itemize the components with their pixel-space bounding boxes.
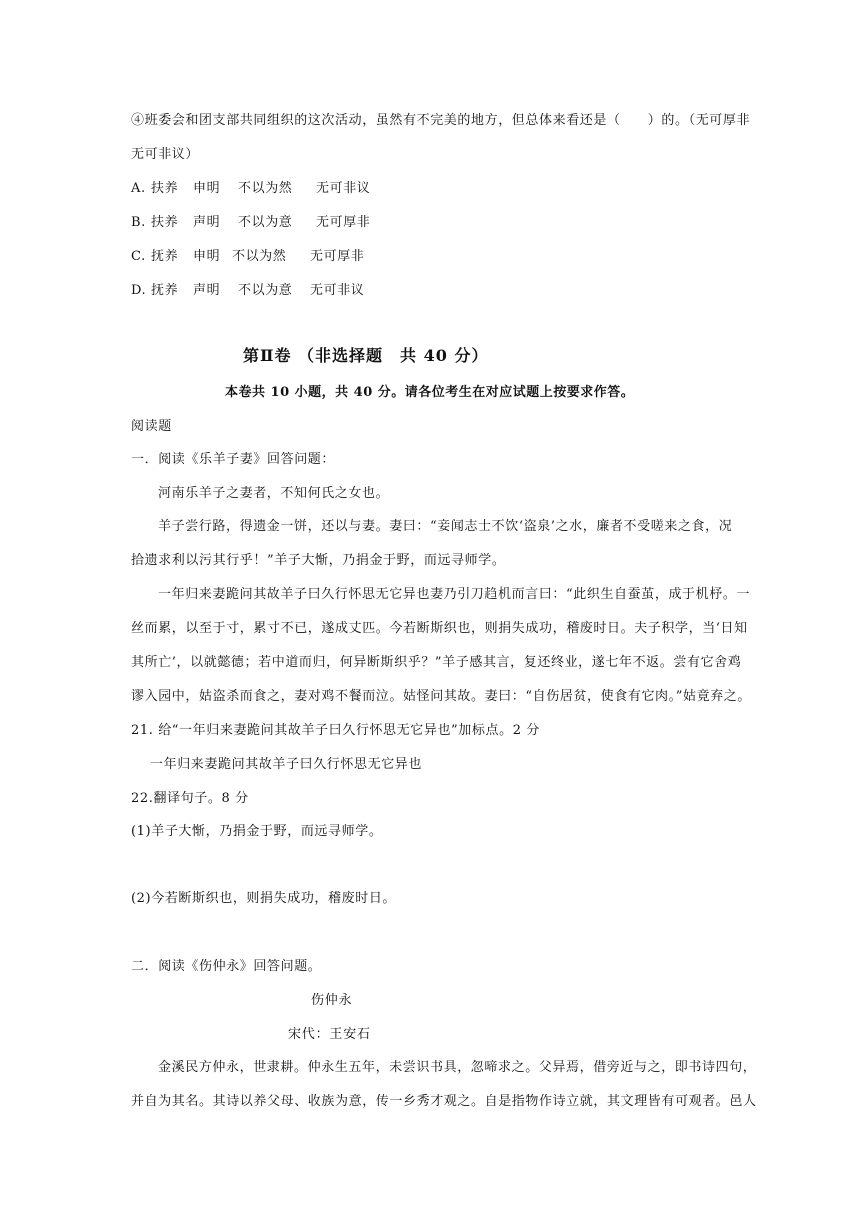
reading-1-paragraph-2-line-1: 羊子尝行路，得遗金一饼，还以与妻。妻曰：“妾闻志士不饮‘盗泉’之水，廉者不受嗟来之食，况 <box>158 519 733 534</box>
reading-2-author: 宋代：王安石 <box>288 1027 371 1042</box>
option-word-2: 声明 <box>193 215 221 230</box>
option-word-1: 扶养 <box>151 215 179 230</box>
section-category: 阅读题 <box>131 419 172 434</box>
option-letter: A. <box>131 181 146 196</box>
question-22-sentence-2: (2)今若断斯织也，则捐失成功，稽废时日。 <box>131 891 397 906</box>
question-22-sentence-1: (1)羊子大惭，乃捐金于野，而远寻师学。 <box>131 824 383 839</box>
question-21-label: 21. 给“一年归来妻跪问其故羊子曰久行怀思无它异也”加标点。2 分 <box>131 723 540 738</box>
option-word-3: 不以为意 <box>238 215 293 230</box>
option-d <box>131 281 741 301</box>
reading-2-paragraph-line-2: 并自为其名。其诗以养父母、收族为意，传一乡秀才观之。自是指物作诗立就，其文理皆有可观者。邑人 <box>131 1094 757 1109</box>
question-22-label: 22.翻译句子。8 分 <box>131 791 249 806</box>
reading-2-heading: 二．阅读《伤仲永》回答问题。 <box>131 959 322 974</box>
option-letter: B. <box>131 215 146 230</box>
option-word-3: 不以为然 <box>232 249 287 264</box>
reading-1-paragraph-3-line-4: 谬入园中，姑盗杀而食之，妻对鸡不餐而泣。姑怪问其故。妻曰：“自伤居贫，使食有它肉。”姑竟弃之。 <box>131 689 751 704</box>
option-word-1: 抚养 <box>151 249 179 264</box>
option-word-4: 无可厚非 <box>316 215 371 230</box>
reading-1-paragraph-2-line-2: 拾遗求利以污其行乎！”羊子大惭，乃捐金于野，而远寻师学。 <box>131 553 506 568</box>
option-letter: C. <box>131 249 146 264</box>
option-word-2: 声明 <box>193 283 221 298</box>
question-4-line-2: 无可非议） <box>131 147 200 162</box>
reading-2-paragraph-line-1: 金溪民方仲永，世隶耕。仲永生五年，未尝识书具，忽啼求之。父异焉，借旁近与之，即书诗四句， <box>158 1060 757 1075</box>
reading-1-paragraph-3-line-3: 其所亡’，以就懿德；若中道而归，何异断斯织乎？”羊子感其言，复还终业，遂七年不返。尝有它舍鸡 <box>131 655 742 670</box>
option-word-2: 申明 <box>193 181 221 196</box>
option-c <box>131 247 741 267</box>
option-word-4: 无可厚非 <box>310 249 365 264</box>
option-word-1: 扶养 <box>151 181 179 196</box>
reading-2-title: 伤仲永 <box>311 993 353 1008</box>
reading-1-heading: 一．阅读《乐羊子妻》回答问题： <box>131 452 336 467</box>
option-word-4: 无可非议 <box>316 181 371 196</box>
option-letter: D. <box>131 283 147 298</box>
question-4-line-1: ④班委会和团支部共同组织的这次活动，虽然有不完美的地方，但总体来看还是（ ）的。（无可厚非 <box>131 113 751 128</box>
section-instructions: 本卷共 10 小题，共 40 分。请各位考生在对应试题上按要求作答。 <box>225 385 635 400</box>
reading-1-paragraph-3-line-2: 丝而累，以至于寸，累寸不已，遂成丈匹。今若断斯织也，则捐失成功，稽废时日。夫子积学，当‘日知 <box>131 621 748 636</box>
option-word-4: 无可非议 <box>310 283 365 298</box>
section-title: 第Ⅱ卷 （非选择题 共 40 分） <box>243 346 489 365</box>
question-21-text: 一年归来妻跪问其故羊子曰久行怀思无它异也 <box>150 757 423 772</box>
option-word-1: 抚养 <box>151 283 179 298</box>
option-b <box>131 213 741 233</box>
option-word-3: 不以为然 <box>238 181 293 196</box>
option-word-3: 不以为意 <box>238 283 293 298</box>
option-word-2: 申明 <box>193 249 221 264</box>
reading-1-paragraph-3-line-1: 一年归来妻跪问其故羊子曰久行怀思无它异也妻乃引刀趋机而言曰：“此织生自蚕茧，成于机杼。一 <box>158 587 751 602</box>
reading-1-paragraph-1: 河南乐羊子之妻者，不知何氏之女也。 <box>158 486 390 501</box>
option-a <box>131 179 741 199</box>
